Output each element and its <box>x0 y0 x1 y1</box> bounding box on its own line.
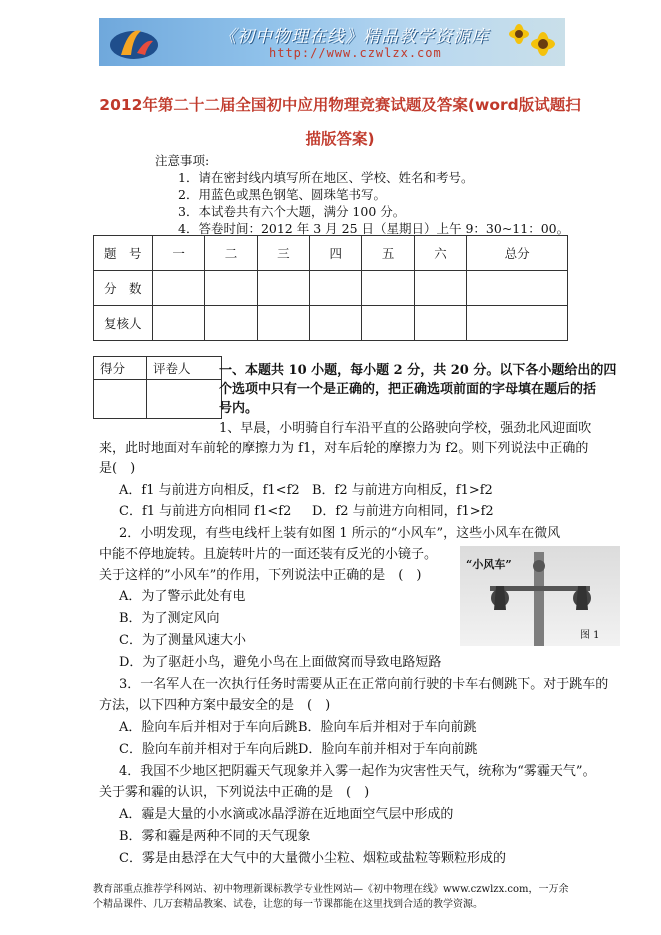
reviewer-cell[interactable] <box>467 306 568 341</box>
score-table-header: 五 <box>362 236 414 271</box>
q1-option-c: C．f1 与前进方向相同 f1<f2 <box>119 504 292 519</box>
score-table-header: 总分 <box>467 236 568 271</box>
q1-option-a: A．f1 与前进方向相反，f1<f2 <box>119 483 300 498</box>
section1-line2: 个选项中只有一个是正确的，把正确选项前面的字母填在题后的括 <box>219 382 597 397</box>
reviewer-cell[interactable] <box>257 306 309 341</box>
document-title <box>90 88 590 156</box>
q2-option-d: D．为了驱赶小鸟，避免小鸟在上面做窝而导致电路短路 <box>119 655 442 670</box>
q2-stem: 关于这样的”小风车”的作用，下列说法中正确的是 ( ) <box>99 568 422 583</box>
reviewer-cell[interactable] <box>362 306 414 341</box>
reviewer-row-label: 复核人 <box>94 306 153 341</box>
score-table-header: 一 <box>153 236 205 271</box>
note-item: 1．请在密封线内填写所在地区、学校、姓名和考号。 <box>178 170 474 185</box>
q1-option-d: D．f2 与前进方向相同，f1>f2 <box>312 504 494 519</box>
q1-stem: 来，此时地面对车前轮的摩擦力为 f1，对车后轮的摩擦力为 f2。则下列说法中正确的 <box>99 441 589 456</box>
reviewer-cell[interactable] <box>205 306 257 341</box>
footer-line2: 个精品课件、几万套精品教案、试卷，让您的每一节课都能在这里找到合适的教学资源。 <box>93 899 483 910</box>
note-item: 2．用蓝色或黑色钢笔、圆珠笔书写。 <box>178 187 386 202</box>
score-table-header: 三 <box>257 236 309 271</box>
reviewer-cell[interactable] <box>153 306 205 341</box>
reviewer-cell[interactable] <box>414 306 466 341</box>
score-table-header: 题 号 <box>94 236 153 271</box>
q4-option-a: A．霾是大量的小水滴或冰晶浮游在近地面空气层中形成的 <box>119 807 454 822</box>
site-banner <box>99 18 565 66</box>
q1-stem: 是( ) <box>99 461 136 476</box>
note-item: 3．本试卷共有六个大题，满分 100 分。 <box>178 204 406 219</box>
q2-stem: 2．小明发现，有些电线杆上装有如图 1 所示的“小风车”，这些小风车在微风 <box>119 526 561 541</box>
document-title-line1: 2012年第二十二届全国初中应用物理竞赛试题及答案(word版试题扫 <box>99 96 581 114</box>
document-title-line2: 描版答案) <box>305 130 375 148</box>
q2-option-b: B．为了测定风向 <box>119 611 220 626</box>
grader-table <box>93 356 222 419</box>
score-table <box>93 235 568 341</box>
q3-stem: 3．一名军人在一次执行任务时需要从正在正常向前行驶的卡车右侧跳下。对于跳车的 <box>119 677 609 692</box>
footer-line1: 教育部重点推荐学科网站、初中物理新课标教学专业性网站—《初中物理在线》www.czwlzx.com，一万余 <box>93 884 569 895</box>
note-item: 4．答卷时间：2012 年 3 月 25 日（星期日）上午 9：30~11：00。 <box>178 221 570 236</box>
grader-name-label: 评卷人 <box>147 357 222 380</box>
q1-option-b: B．f2 与前进方向相反，f1>f2 <box>312 483 493 498</box>
score-cell[interactable] <box>205 271 257 306</box>
figure-1-label: “小风车” <box>466 558 512 571</box>
section1-line3: 号内。 <box>219 401 259 416</box>
q3-option-d: D．脸向车前并相对于车向前跳 <box>298 742 478 757</box>
notes-heading: 注意事项: <box>155 153 210 168</box>
q4-stem: 4．我国不少地区把阴霾天气现象并入雾一起作为灾害性天气，统称为“雾霾天气”。 <box>119 764 596 779</box>
score-cell[interactable] <box>257 271 309 306</box>
q4-stem: 关于雾和霾的认识，下列说法中正确的是 ( ) <box>99 785 370 800</box>
q4-option-c: C．雾是由悬浮在大气中的大量微小尘粒、烟粒或盐粒等颗粒形成的 <box>119 851 506 866</box>
score-table-row <box>94 306 568 341</box>
score-table-header: 六 <box>414 236 466 271</box>
score-cell[interactable] <box>153 271 205 306</box>
score-cell[interactable] <box>362 271 414 306</box>
site-logo-icon <box>107 23 161 63</box>
score-table-row <box>94 271 568 306</box>
grader-score-cell[interactable] <box>94 380 147 419</box>
grader-name-cell[interactable] <box>147 380 222 419</box>
section1-line1: 一、本题共 10 小题，每小题 2 分，共 20 分。以下各小题给出的四 <box>219 363 617 378</box>
banner-title: 《初中物理在线》精品教学资源库 <box>219 27 489 47</box>
figure-1-image <box>460 546 620 646</box>
q4-option-b: B．雾和霾是两种不同的天气现象 <box>119 829 311 844</box>
score-table-header: 二 <box>205 236 257 271</box>
banner-url[interactable]: http://www.czwlzx.com <box>269 46 442 60</box>
q1-stem: 1、早晨，小明骑自行车沿平直的公路驶向学校，强劲北风迎面吹 <box>219 421 592 436</box>
sunflower-icon <box>499 20 559 66</box>
q2-option-a: A．为了警示此处有电 <box>119 589 246 604</box>
score-row-label: 分 数 <box>94 271 153 306</box>
q3-option-a: A．脸向车后并相对于车向后跳 <box>119 720 298 735</box>
q2-option-c: C．为了测量风速大小 <box>119 633 246 648</box>
q3-option-c: C．脸向车前并相对于车向后跳 <box>119 742 298 757</box>
score-cell[interactable] <box>310 271 362 306</box>
q3-stem: 方法，以下四种方案中最安全的是 ( ) <box>99 698 331 713</box>
score-cell[interactable] <box>414 271 466 306</box>
q3-option-b: B．脸向车后并相对于车向前跳 <box>298 720 477 735</box>
grader-score-label: 得分 <box>94 357 147 380</box>
reviewer-cell[interactable] <box>310 306 362 341</box>
score-cell[interactable] <box>467 271 568 306</box>
score-table-header: 四 <box>310 236 362 271</box>
q2-stem: 中能不停地旋转。且旋转叶片的一面还装有反光的小镜子。 <box>99 547 438 562</box>
score-table-header-row <box>94 236 568 271</box>
figure-1-caption: 图 1 <box>580 630 600 641</box>
